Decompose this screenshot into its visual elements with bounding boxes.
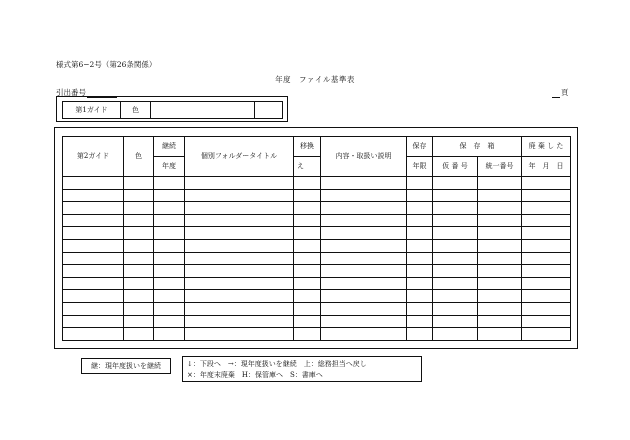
header-transfer-top: 移換 bbox=[294, 137, 321, 157]
table-cell bbox=[124, 290, 154, 303]
table-cell bbox=[433, 315, 478, 328]
table-row bbox=[63, 252, 571, 265]
table-cell bbox=[321, 290, 407, 303]
table-cell bbox=[433, 189, 478, 202]
reference-number-label: 引出番号 bbox=[56, 88, 86, 97]
table-cell bbox=[185, 328, 294, 341]
table-cell bbox=[63, 214, 124, 227]
table-cell bbox=[124, 328, 154, 341]
table-cell bbox=[478, 277, 522, 290]
table-cell bbox=[433, 277, 478, 290]
table-cell bbox=[124, 177, 154, 190]
document-title: 年度 ファイル基準表 bbox=[275, 75, 355, 84]
table-cell bbox=[294, 252, 321, 265]
table-cell bbox=[294, 239, 321, 252]
table-cell bbox=[433, 290, 478, 303]
table-cell bbox=[185, 302, 294, 315]
table-cell bbox=[185, 214, 294, 227]
table-cell bbox=[154, 277, 185, 290]
table-cell bbox=[294, 202, 321, 215]
table-cell bbox=[407, 189, 433, 202]
table-cell bbox=[124, 265, 154, 278]
table-cell bbox=[154, 315, 185, 328]
header-second-guide: 第2ガイド bbox=[63, 137, 124, 177]
legend-symbols-line1: ↓：下段へ →：現年度扱いを継続 上：総務担当へ戻し bbox=[187, 360, 367, 368]
header-color: 色 bbox=[124, 137, 154, 177]
table-cell bbox=[321, 252, 407, 265]
table-cell bbox=[294, 189, 321, 202]
table-cell bbox=[154, 189, 185, 202]
table-cell bbox=[185, 177, 294, 190]
table-cell bbox=[321, 177, 407, 190]
header-retention-top: 保存 bbox=[407, 137, 433, 157]
table-cell bbox=[154, 265, 185, 278]
table-cell bbox=[124, 277, 154, 290]
table-cell bbox=[478, 239, 522, 252]
table-cell bbox=[294, 302, 321, 315]
table-cell bbox=[63, 302, 124, 315]
table-cell bbox=[522, 189, 571, 202]
table-cell bbox=[522, 202, 571, 215]
table-row bbox=[63, 227, 571, 240]
table-row bbox=[63, 302, 571, 315]
table-row bbox=[63, 202, 571, 215]
table-row bbox=[63, 328, 571, 341]
table-cell bbox=[321, 265, 407, 278]
table-cell bbox=[124, 252, 154, 265]
table-cell bbox=[294, 265, 321, 278]
table-row bbox=[63, 214, 571, 227]
table-cell bbox=[433, 328, 478, 341]
table-cell bbox=[478, 290, 522, 303]
table-cell bbox=[185, 252, 294, 265]
table-cell bbox=[63, 239, 124, 252]
table-cell bbox=[185, 277, 294, 290]
table-cell bbox=[433, 214, 478, 227]
table-cell bbox=[154, 214, 185, 227]
table-cell bbox=[63, 265, 124, 278]
table-cell bbox=[154, 302, 185, 315]
form-number: 様式第6−2号（第26条関係） bbox=[56, 60, 157, 69]
table-cell bbox=[522, 315, 571, 328]
table-cell bbox=[154, 202, 185, 215]
table-cell bbox=[321, 202, 407, 215]
table-cell bbox=[522, 227, 571, 240]
table-cell bbox=[185, 189, 294, 202]
table-cell bbox=[407, 214, 433, 227]
table-cell bbox=[63, 177, 124, 190]
table-cell bbox=[478, 177, 522, 190]
file-standard-table-box bbox=[54, 127, 578, 349]
header-unified-number: 統一番号 bbox=[478, 157, 522, 177]
table-cell bbox=[407, 277, 433, 290]
page-number bbox=[552, 87, 569, 98]
table-cell bbox=[124, 239, 154, 252]
table-cell bbox=[478, 328, 522, 341]
table-cell bbox=[185, 202, 294, 215]
table-cell bbox=[294, 277, 321, 290]
table-cell bbox=[433, 177, 478, 190]
table-cell bbox=[294, 227, 321, 240]
table-cell bbox=[433, 302, 478, 315]
table-cell bbox=[478, 252, 522, 265]
table-cell bbox=[433, 202, 478, 215]
table-cell bbox=[407, 202, 433, 215]
table-cell bbox=[124, 189, 154, 202]
table-cell bbox=[478, 202, 522, 215]
table-cell bbox=[294, 177, 321, 190]
table-cell bbox=[294, 315, 321, 328]
table-cell bbox=[185, 227, 294, 240]
table-cell bbox=[321, 214, 407, 227]
table-cell bbox=[154, 227, 185, 240]
header-temp-number: 仮 番 号 bbox=[433, 157, 478, 177]
table-cell bbox=[124, 214, 154, 227]
table-cell bbox=[407, 315, 433, 328]
header-transfer-bottom: え bbox=[294, 157, 321, 177]
table-cell bbox=[124, 202, 154, 215]
page-label: 頁 bbox=[561, 88, 569, 97]
table-cell bbox=[321, 328, 407, 341]
header-disposal-top: 廃 棄 し た bbox=[522, 137, 571, 157]
table-cell bbox=[478, 227, 522, 240]
table-cell bbox=[154, 252, 185, 265]
table-cell bbox=[185, 265, 294, 278]
table-cell bbox=[522, 177, 571, 190]
table-cell bbox=[124, 227, 154, 240]
table-row bbox=[63, 239, 571, 252]
legend-symbols-line2: ×：年度末廃棄 H：保管庫へ S：書庫へ bbox=[187, 371, 323, 379]
table-cell bbox=[407, 177, 433, 190]
table-row bbox=[63, 177, 571, 190]
table-cell bbox=[63, 252, 124, 265]
table-cell bbox=[407, 227, 433, 240]
table-cell bbox=[433, 227, 478, 240]
file-standard-table bbox=[62, 136, 571, 341]
table-cell bbox=[522, 265, 571, 278]
table-cell bbox=[522, 302, 571, 315]
table-row bbox=[63, 265, 571, 278]
table-row bbox=[63, 189, 571, 202]
table-cell bbox=[407, 265, 433, 278]
table-cell bbox=[185, 290, 294, 303]
table-cell bbox=[63, 227, 124, 240]
first-guide-extra-cell bbox=[255, 102, 283, 119]
table-cell bbox=[154, 290, 185, 303]
table-cell bbox=[407, 328, 433, 341]
table-cell bbox=[522, 239, 571, 252]
first-guide-label: 第1ガイド bbox=[63, 102, 121, 119]
table-cell bbox=[478, 189, 522, 202]
table-cell bbox=[522, 277, 571, 290]
table-cell bbox=[478, 265, 522, 278]
table-cell bbox=[63, 202, 124, 215]
table-row bbox=[63, 277, 571, 290]
table-cell bbox=[63, 277, 124, 290]
table-cell bbox=[433, 265, 478, 278]
table-cell bbox=[185, 239, 294, 252]
table-row bbox=[63, 290, 571, 303]
table-cell bbox=[321, 239, 407, 252]
first-guide-table bbox=[62, 101, 283, 119]
table-cell bbox=[407, 302, 433, 315]
table-cell bbox=[124, 315, 154, 328]
header-disposal-date: 年 月 日 bbox=[522, 157, 571, 177]
table-cell bbox=[124, 302, 154, 315]
table-cell bbox=[154, 177, 185, 190]
table-cell bbox=[478, 302, 522, 315]
table-cell bbox=[294, 328, 321, 341]
table-cell bbox=[522, 290, 571, 303]
table-cell bbox=[407, 252, 433, 265]
table-cell bbox=[321, 302, 407, 315]
table-cell bbox=[321, 227, 407, 240]
table-cell bbox=[321, 277, 407, 290]
header-retention-bottom: 年限 bbox=[407, 157, 433, 177]
table-cell bbox=[407, 290, 433, 303]
header-storage-box: 保 存 箱 bbox=[433, 137, 522, 157]
page-number-blank bbox=[552, 89, 560, 98]
table-cell bbox=[185, 315, 294, 328]
header-folder-title: 個別フォルダータイトル bbox=[185, 137, 294, 177]
table-cell bbox=[522, 328, 571, 341]
first-guide-box bbox=[56, 96, 288, 122]
table-cell bbox=[321, 315, 407, 328]
legend-continuation: 継：現年度扱いを継続 bbox=[81, 358, 171, 374]
table-cell bbox=[63, 328, 124, 341]
table-cell bbox=[407, 239, 433, 252]
table-cell bbox=[433, 239, 478, 252]
table-cell bbox=[433, 252, 478, 265]
table-cell bbox=[294, 214, 321, 227]
table-cell bbox=[522, 214, 571, 227]
table-cell bbox=[63, 315, 124, 328]
table-body bbox=[63, 177, 571, 341]
header-contents: 内容・取扱い説明 bbox=[321, 137, 407, 177]
table-cell bbox=[522, 252, 571, 265]
table-cell bbox=[478, 315, 522, 328]
first-guide-value-cell bbox=[151, 102, 255, 119]
table-cell bbox=[154, 239, 185, 252]
table-cell bbox=[321, 189, 407, 202]
table-cell bbox=[478, 214, 522, 227]
header-year: 年度 bbox=[154, 157, 185, 177]
header-continuation: 継続 bbox=[154, 137, 185, 157]
first-guide-color-label: 色 bbox=[121, 102, 151, 119]
table-cell bbox=[63, 189, 124, 202]
table-cell bbox=[294, 290, 321, 303]
table-row bbox=[63, 315, 571, 328]
table-cell bbox=[154, 328, 185, 341]
legend-symbols bbox=[182, 356, 422, 382]
table-cell bbox=[63, 290, 124, 303]
